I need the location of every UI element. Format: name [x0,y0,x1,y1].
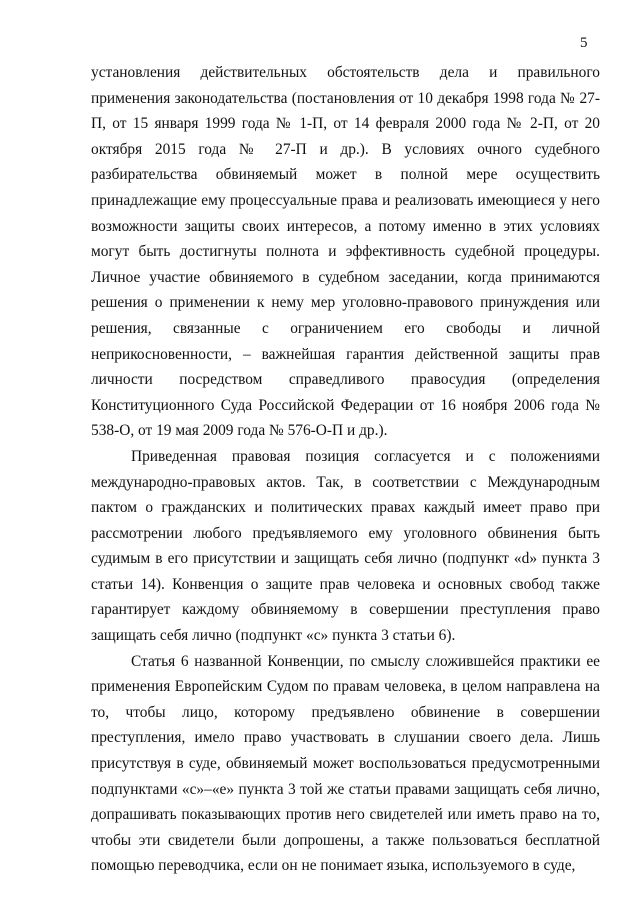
paragraph-article-6: Статья 6 названной Конвенции, по смыслу сложившейся практики ее применения Европейским Судом по правам человека, в целом направлена на то, чтобы лицо, которому предъявлено обвинение в совершении преступления, имело право участвовать в слушании своего дела. Лишь присутствуя в суде, обвиняемый может воспользоваться предусмотренными подпунктами «c»–«e» пункта 3 той же статьи правами защищать себя лично, допрашивать показывающих против него свидетелей или иметь право на то, чтобы эти свидетели были допрошены, а также пользоваться бесплатной помощью переводчика, если он не понимает языка, используемого в суде, [91,652,600,875]
paragraph-continued: установления действительных обстоятельств дела и правильного применения законодательства (постановления от 10 декабря 1998 года № 27-П, от 15 января 1999 года № 1-П, от 14 февраля 2000 года № 2-П, от 20 октября 2015 года № 27-П и др.). В условиях очного судебного разбирательства обвиняемый может в полной мере осуществить принадлежащие ему процессуальные права и реализовать имеющиеся у него возможности защиты своих интересов, а потому именно в этих условиях могут быть достигнуты полнота и эффективность судебной процедуры. Личное участие обвиняемого в судебном заседании, когда принимаются решения о применении к нему мер уголовно-правового принуждения или решения, связанные с ограничением его свободы и личной неприкосновенности, – важнейшая гарантия действенной защиты прав личности посредством справедливого правосудия (определения Конституционного Суда Российской Федерации от 16 ноября 2006 года № 538-О, от 19 мая 2009 года № 576-О-П и др.). [91,64,600,440]
page-number: 5 [580,35,588,51]
paragraph-international-acts: Приведенная правовая позиция согласуется и с положениями международно-правовых актов. Так, в соответствии с Международным пактом о гражданских и политических правах каждый имеет право при рассмотрении любого предъявляемого ему уголовного обвинения быть судимым в его присутствии и защищать себя лично (подпункт «d» пункта 3 статьи 14). Конвенция о защите прав человека и основных свобод также гарантирует каждому обвиняемому в совершении преступления право защищать себя лично (подпункт «c» пункта 3 статьи 6). [91,447,600,645]
document-body [91,60,600,879]
